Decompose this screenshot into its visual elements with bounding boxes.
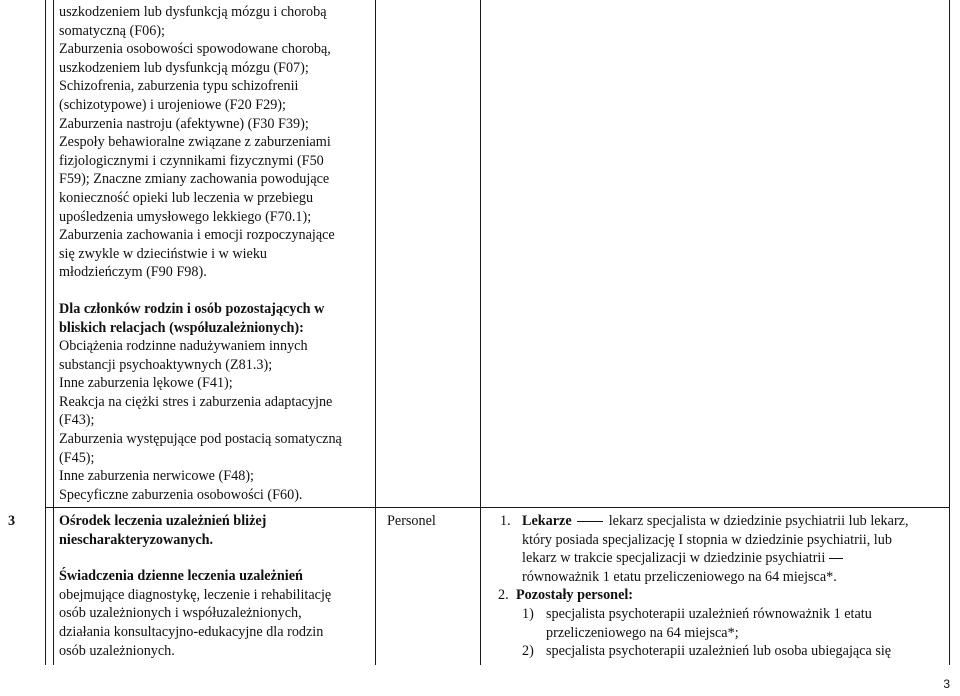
disorder-list — [59, 3, 371, 282]
item1-line-3-text: lekarz w trakcie specjalizacji w dziedzinie psychiatrii — [522, 550, 826, 567]
item2-title: Pozostały personel: — [516, 587, 634, 604]
family-disorder-line: (F43); — [59, 412, 95, 429]
row-number: 3 — [8, 513, 16, 529]
upper-row-disorders-cell — [59, 3, 371, 504]
table-border-right — [949, 0, 950, 665]
table-divider-col3 — [375, 0, 376, 665]
family-heading-line: Dla członków rodzin i osób pozostających w — [59, 300, 325, 317]
item1-first-line-text: lekarz specjalista w dziedzinie psychiatrii lub lekarz, — [605, 513, 909, 529]
family-heading — [59, 300, 371, 337]
item1-number: 1. — [500, 513, 511, 529]
disorder-line: somatyczną (F06); — [59, 22, 165, 39]
page-number: 3 — [943, 677, 950, 692]
disorder-line: Zaburzenia zachowania i emocji rozpoczynające — [59, 227, 335, 244]
sub1-line-1: specjalista psychoterapii uzależnień równoważnik 1 etatu — [546, 606, 872, 622]
disorder-line: (schizotypowe) i urojeniowe (F20 F29); — [59, 96, 286, 113]
table-divider-col2 — [53, 0, 54, 665]
service-line: obejmujące diagnostykę, leczenie i rehabilitację — [59, 586, 332, 603]
disorder-line: fizjologicznymi i czynnikami fizycznymi (F50 — [59, 152, 324, 169]
facility-cell — [59, 512, 371, 660]
facility-title-line: Ośrodek leczenia uzależnień bliżej — [59, 513, 267, 529]
disorder-line: F59); Znaczne zmiany zachowania powodujące — [59, 171, 330, 188]
disorder-line: upośledzenia umysłowego lekkiego (F70.1); — [59, 208, 312, 225]
family-disorder-line: Inne zaburzenia lękowe (F41); — [59, 375, 233, 392]
disorder-line: Zaburzenia nastroju (afektywne) (F30 F39); — [59, 115, 309, 132]
family-disorder-list — [59, 337, 371, 504]
family-heading-line: bliskich relacjach (współuzależnionych): — [59, 319, 304, 336]
category-cell: Personel — [387, 513, 436, 529]
table-border-left — [45, 0, 46, 665]
service-line: osób uzależnionych. — [59, 642, 175, 659]
sub1-line-2: przeliczeniowego na 64 miejsca*; — [546, 624, 739, 641]
service-title: Świadczenia dzienne leczenia uzależnień — [59, 568, 303, 585]
family-disorder-line: (F45); — [59, 449, 95, 466]
facility-title — [59, 512, 371, 549]
item1-line-2: który posiada specjalizację I stopnia w dziedzinie psychiatrii, lub — [522, 531, 892, 548]
disorder-line: młodzieńczym (F90 F98). — [59, 264, 207, 281]
item1-line-4: równoważnik 1 etatu przeliczeniowego na 64 miejsca*. — [522, 568, 837, 585]
service-description — [59, 586, 371, 660]
item1-title: Lekarze — [522, 513, 572, 529]
family-disorder-line: Reakcja na ciężki stres i zaburzenia adaptacyjne — [59, 393, 333, 410]
family-disorder-line: Inne zaburzenia nerwicowe (F48); — [59, 468, 254, 485]
service-line: działania konsultacyjno-edukacyjne dla rodzin — [59, 623, 324, 640]
sub2-number: 2) — [522, 643, 534, 660]
table-row-separator — [45, 507, 950, 508]
disorder-line: się zwykle w dzieciństwie i w wieku — [59, 245, 268, 262]
facility-title-line: niescharakteryzowanych. — [59, 531, 214, 548]
sub1-number: 1) — [522, 606, 534, 622]
table-divider-col4 — [480, 0, 481, 665]
item1-first-line — [522, 512, 909, 531]
family-disorder-line: Specyficzne zaburzenia osobowości (F60). — [59, 486, 303, 503]
disorder-line: konieczność opieki lub leczenia w przebiegu — [59, 189, 314, 206]
family-disorder-line: Obciążenia rodzinne nadużywaniem innych — [59, 338, 308, 355]
disorder-line: Zaburzenia osobowości spowodowane chorobą, — [59, 41, 331, 58]
disorder-line: uszkodzeniem lub dysfunkcją mózgu i chorobą — [59, 4, 327, 20]
sub2-line-1: specjalista psychoterapii uzależnień lub osoba ubiegająca się — [546, 643, 892, 660]
item2-number: 2. — [498, 587, 509, 604]
service-line: osób uzależnionych i współuzależnionych, — [59, 605, 302, 622]
family-disorder-line: substancji psychoaktywnych (Z81.3); — [59, 356, 273, 373]
family-disorder-line: Zaburzenia występujące pod postacią somatyczną — [59, 431, 342, 448]
disorder-line: Schizofrenia, zaburzenia typu schizofrenii — [59, 78, 299, 95]
disorder-line: uszkodzeniem lub dysfunkcją mózgu (F07); — [59, 59, 309, 76]
disorder-line: Zespoły behawioralne związane z zaburzeniami — [59, 134, 331, 151]
item1-line-3 — [522, 549, 843, 568]
staff-requirements-cell — [484, 512, 946, 662]
